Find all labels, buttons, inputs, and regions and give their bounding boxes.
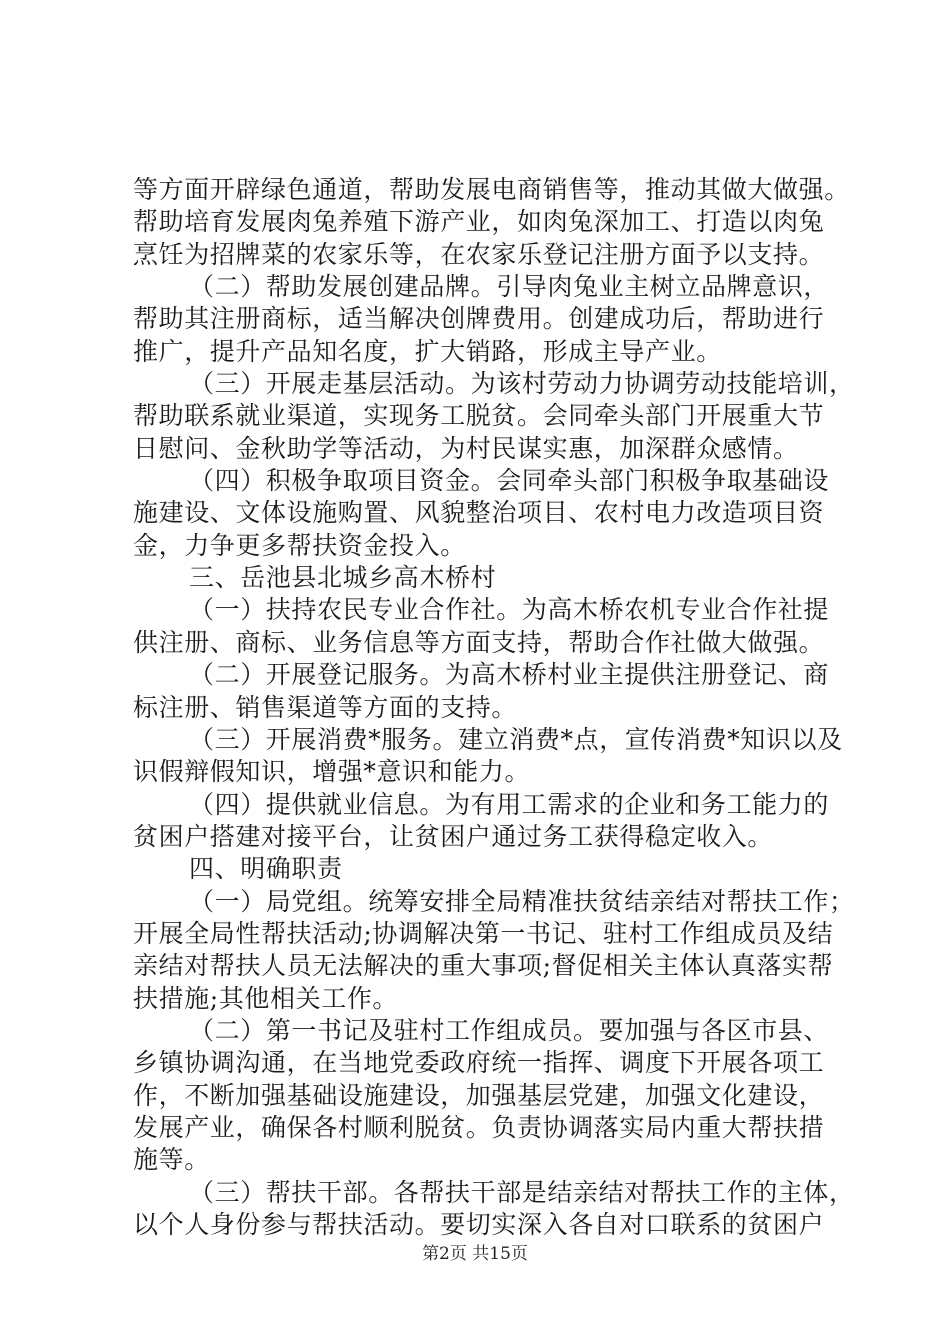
text-line: 施等。 (133, 1145, 210, 1175)
text-line: （二）开展登记服务。为高木桥村业主提供注册登记、商 (189, 660, 830, 690)
text-line: （二）第一书记及驻村工作组成员。要加强与各区市县、 (189, 1015, 830, 1045)
section-heading: 四、明确职责 (189, 854, 343, 884)
text-line: 帮助培育发展肉兔养殖下游产业，如肉兔深加工、打造以肉兔 (133, 207, 825, 237)
text-line: （三）开展消费*服务。建立消费*点，宣传消费*知识以及 (189, 724, 843, 754)
text-line: （四）积极争取项目资金。会同牵头部门积极争取基础设 (189, 466, 830, 496)
page-number-footer: 第2页 共15页 (422, 1244, 528, 1264)
text-line: 日慰问、金秋助学等活动，为村民谋实惠，加深群众感情。 (133, 433, 799, 463)
text-line: 识假辩假知识，增强*意识和能力。 (133, 757, 531, 787)
text-line: 帮助联系就业渠道，实现务工脱贫。会同牵头部门开展重大节 (133, 401, 825, 431)
text-line: 以个人身份参与帮扶活动。要切实深入各自对口联系的贫困户 (133, 1210, 825, 1239)
text-line: 烹饪为招牌菜的农家乐等，在农家乐登记注册方面予以支持。 (133, 239, 825, 269)
text-line: 供注册、商标、业务信息等方面支持，帮助合作社做大做强。 (133, 627, 825, 657)
text-line: 开展全局性帮扶活动;协调解决第一书记、驻村工作组成员及结 (133, 918, 834, 948)
text-line: （一）局党组。统筹安排全局精准扶贫结亲结对帮扶工作； (189, 886, 855, 916)
text-line: 发展产业，确保各村顺利脱贫。负责协调落实局内重大帮扶措 (133, 1112, 825, 1142)
document-body (133, 174, 855, 1241)
text-line: 推广，提升产品知名度，扩大销路，形成主导产业。 (133, 336, 722, 366)
text-line: （四）提供就业信息。为有用工需求的企业和务工能力的 (189, 789, 830, 819)
text-line: 扶措施;其他相关工作。 (133, 983, 399, 1013)
text-line: 亲结对帮扶人员无法解决的重大事项;督促相关主体认真落实帮 (133, 951, 834, 981)
text-line: （三）帮扶干部。各帮扶干部是结亲结对帮扶工作的主体， (189, 1177, 855, 1207)
section-heading: 三、岳池县北城乡高木桥村 (189, 563, 497, 593)
text-line: 帮助其注册商标，适当解决创牌费用。创建成功后，帮助进行 (133, 304, 825, 334)
text-line: 等方面开辟绿色通道，帮助发展电商销售等，推动其做大做强。 (133, 175, 850, 204)
text-line: （三）开展走基层活动。为该村劳动力协调劳动技能培训， (189, 369, 855, 399)
text-line: 施建设、文体设施购置、风貌整治项目、农村电力改造项目资 (133, 498, 825, 528)
text-line: 乡镇协调沟通，在当地党委政府统一指挥、调度下开展各项工 (133, 1048, 825, 1078)
text-line: 金，力争更多帮扶资金投入。 (133, 530, 466, 560)
text-line: 贫困户搭建对接平台，让贫困户通过务工获得稳定收入。 (133, 821, 774, 851)
text-line: （二）帮助发展创建品牌。引导肉兔业主树立品牌意识， (189, 272, 830, 302)
text-line: 标注册、销售渠道等方面的支持。 (133, 692, 518, 722)
text-line: 作，不断加强基础设施建设，加强基层党建，加强文化建设， (133, 1080, 825, 1110)
text-line: （一）扶持农民专业合作社。为高木桥农机专业合作社提 (189, 595, 830, 625)
